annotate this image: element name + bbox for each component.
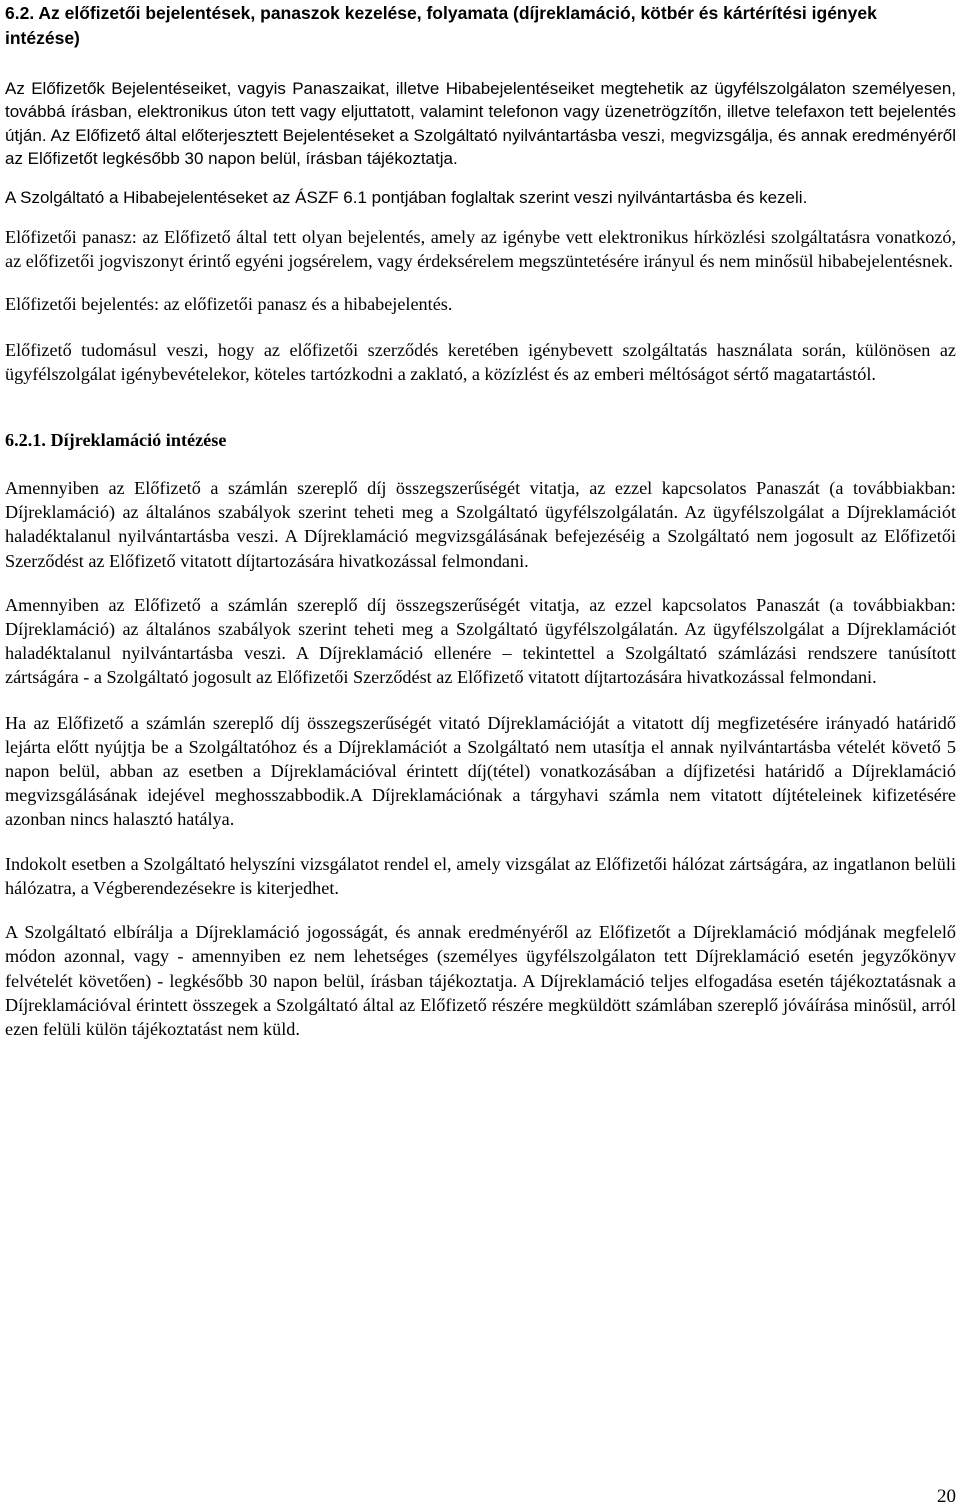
section-heading: 6.2. Az előfizetői bejelentések, panaszok kezelése, folyamata (díjreklamáció, kötbér és kártérítési igények intézése) <box>5 3 877 48</box>
conduct-paragraph: Előfizető tudomásul veszi, hogy az előfizetői szerződés keretében igénybevett szolgáltatás használata során, különösen az ügyfélszolgálat igénybevételekor, köteles tartózkodni a zaklató, a közízlést és az emberi méltóságot sértő magatartástól. <box>5 339 956 384</box>
page-number: 20 <box>937 1486 956 1507</box>
claim-paragraph-5: A Szolgáltató elbírálja a Díjreklamáció jogosságát, és annak eredményéről az Előfizetőt a Díjreklamáció módjának megfelelő módon azonnal, vagy - amennyiben ez nem lehetséges (személyes ügyfélszolgálaton tett Díjreklamáció esetén jegyzőkönyv felvételét követően) - legkésőbb 30 napon belül, írásban tájékoztatja. A Díjreklamáció teljes elfogadása esetén tájékoztatásnak a Díjreklamációval érintett összegek a Szolgáltató által az Előfizető részére megküldött számlában szereplő jóváírása minősül, arról ezen felüli külön tájékoztatást nem küld. <box>5 922 956 1039</box>
intro-paragraph-1: Az Előfizetők Bejelentéseiket, vagyis Panaszaikat, illetve Hibabejelentéseiket megtehetik az ügyfélszolgálaton személyesen, továbbá írásban, elektronikus úton tett vagy eljuttatott, valamint telefonon vagy üzenetrögzítőn, illetve telefaxon tett bejelentés útján. Az Előfizető által előterjesztett Bejelentéseket a Szolgáltató nyilvántartásba veszi, megvizsgálja, és annak eredményéről az Előfizetőt legkésőbb 30 napon belül, írásban tájékoztatja. <box>5 79 956 169</box>
claim-paragraph-1: Amennyiben az Előfizető a számlán szereplő díj összegszerűségét vitatja, az ezzel kapcsolatos Panaszát (a továbbiakban: Díjreklamáció) az általános szabályok szerint teheti meg a Szolgáltató ügyfélszolgálatán. Az ügyfélszolgálat a Díjreklamációt haladéktalanul nyilvántartásba veszi. A Díjreklamáció megvizsgálásának befejezéséig a Szolgáltató nem jogosult az Előfizetői Szerződést az Előfizető vitatott díjtartozására hivatkozással felmondani. <box>5 478 956 571</box>
intro-paragraph-2: A Szolgáltató a Hibabejelentéseket az ÁSZF 6.1 pontjában foglaltak szerint veszi nyilvántartásba és kezeli. <box>5 187 808 207</box>
definition-complaint: Előfizetői panasz: az Előfizető által tett olyan bejelentés, amely az igénybe vett elektronikus hírközlési szolgáltatásra vonatkozó, az előfizetői jogviszonyt érintő egyéni jogsérelem, vagy érdeksérelem megszüntetésére irányul és nem minősül hibabejelentésnek. <box>5 227 956 272</box>
definition-notification: Előfizetői bejelentés: az előfizetői panasz és a hibabejelentés. <box>5 294 453 315</box>
claim-paragraph-4: Indokolt esetben a Szolgáltató helyszíni vizsgálatot rendel el, amely vizsgálat az Előfizetői hálózat zártságára, az ingatlanon belüli hálózatra, a Végberendezésekre is kiterjedhet. <box>5 853 956 898</box>
claim-paragraph-3: Ha az Előfizető a számlán szereplő díj összegszerűségét vitató Díjreklamációját a vitatott díj megfizetésére irányadó határidő lejárta előtt nyújtja be a Szolgáltatóhoz és a Díjreklamációt a Szolgáltató nem utasítja el annak nyilvántartásba vételét követő 5 napon belül, abban az esetben a Díjreklamációval érintett díj(tétel) vonatkozásában a díjfizetési határidő a Díjreklamáció megvizsgálásának idejével meghosszabbodik.A Díjreklamációnak a tárgyhavi számla nem vitatott díjtételeinek kifizetésére azonban nincs halasztó hatálya. <box>5 712 956 830</box>
claim-paragraph-2: Amennyiben az Előfizető a számlán szereplő díj összegszerűségét vitatja, az ezzel kapcsolatos Panaszát (a továbbiakban: Díjreklamáció) az általános szabályok szerint teheti meg a Szolgáltató ügyfélszolgálatán. Az ügyfélszolgálat a Díjreklamációt haladéktalanul nyilvántartásba veszi. A Díjreklamáció ellenére – tekintettel a Szolgáltató számlázási rendszere tanúsított zártságára - a Szolgáltató jogosult az Előfizetői Szerződést az Előfizető vitatott díjtartozására hivatkozással felmondani. <box>5 594 956 688</box>
subsection-heading: 6.2.1. Díjreklamáció intézése <box>5 430 227 451</box>
